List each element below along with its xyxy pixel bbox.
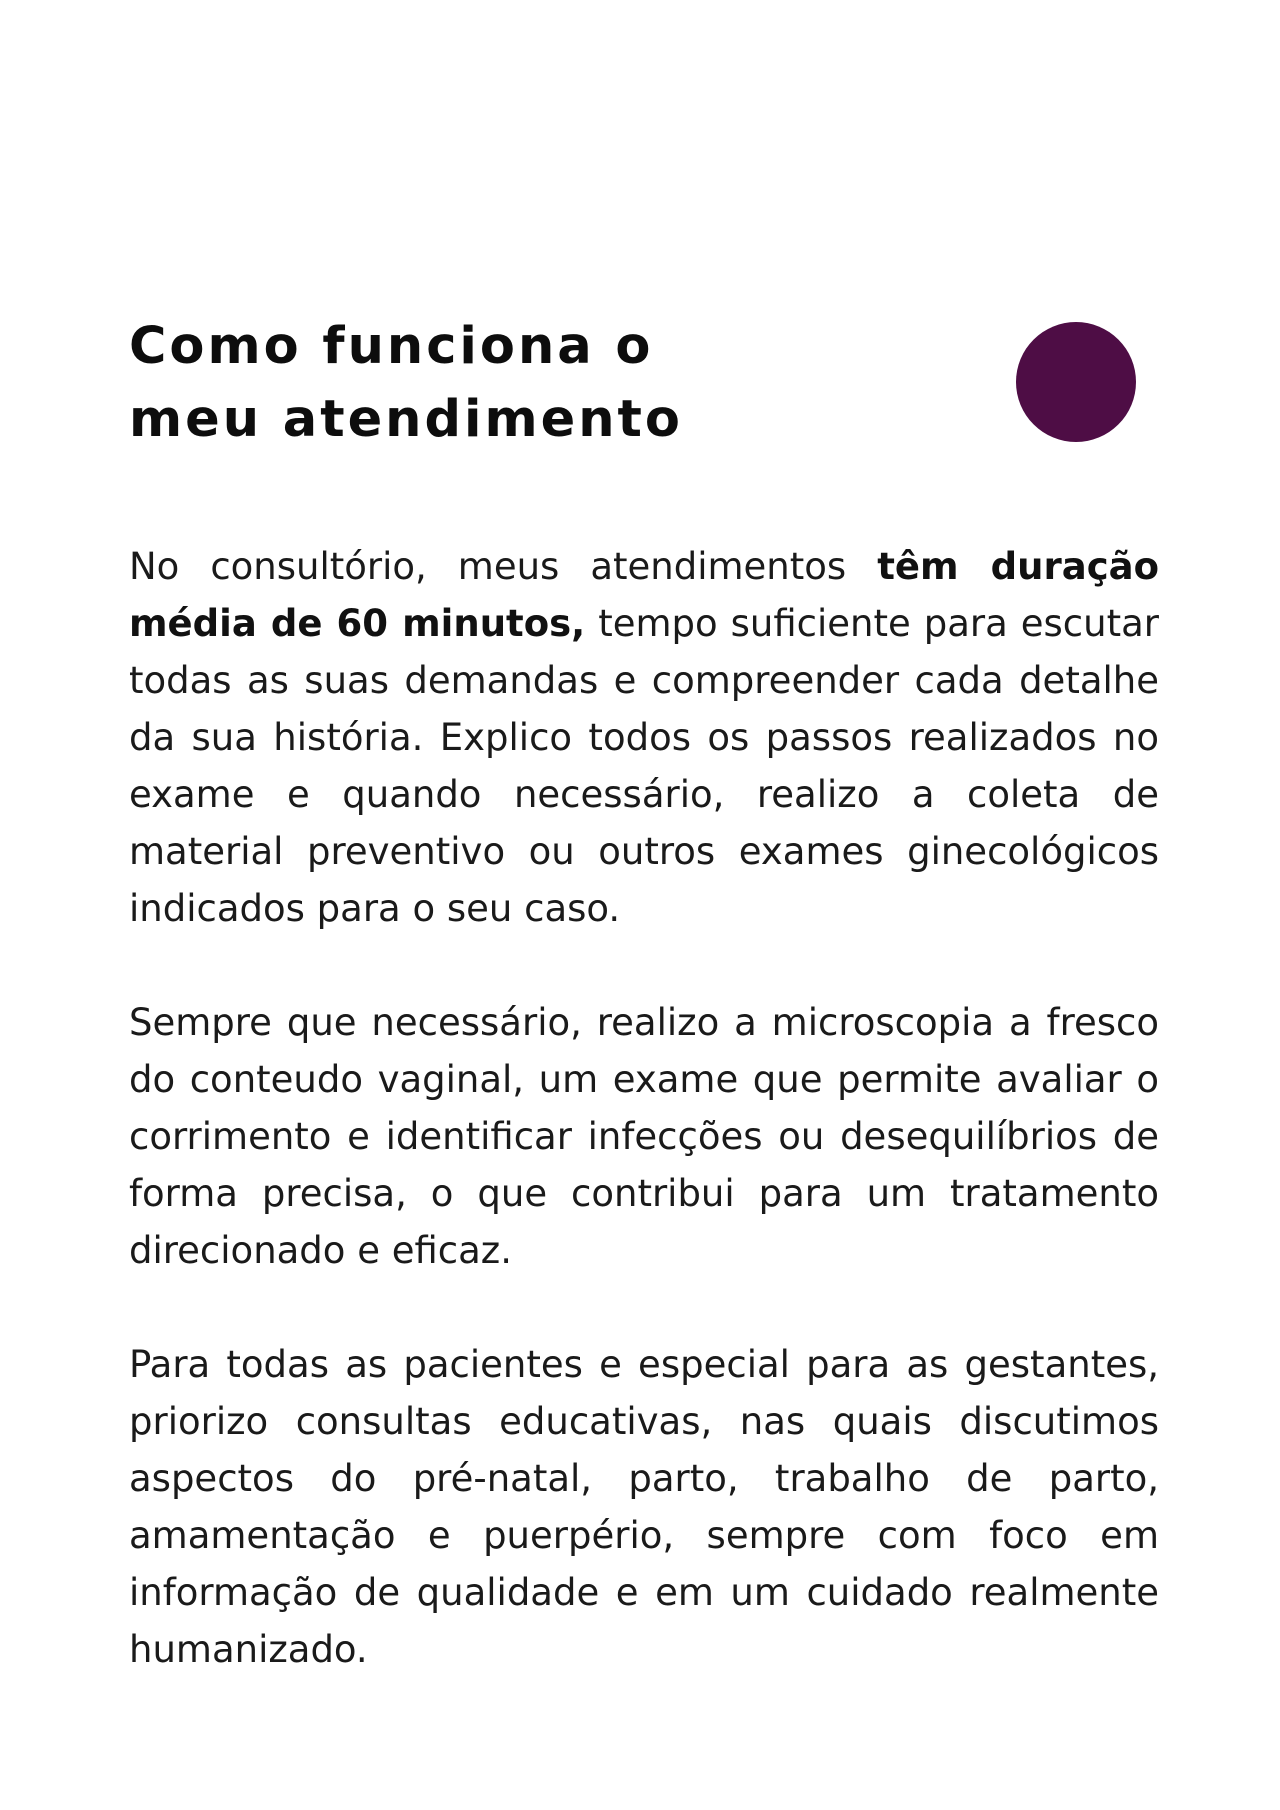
paragraph-1-rest: tempo suficiente para escutar todas as suas demandas e compreender cada detalhe da sua história. Explico todos os passos realizados no exame e quando necessário, realizo a coleta de material preventivo ou outros exames ginecológicos indicados para o seu caso. bbox=[129, 602, 1159, 930]
page-title bbox=[129, 310, 683, 456]
title-line-2: meu atendimento bbox=[129, 390, 683, 449]
paragraph-consultation-duration bbox=[129, 538, 1159, 937]
body-text bbox=[129, 538, 1159, 1735]
paragraph-1-highlight: têm duração média de 60 minutos, bbox=[129, 545, 1160, 645]
decorative-circle-icon bbox=[1016, 322, 1136, 442]
paragraph-1-intro: No consultório, meus atendimentos bbox=[129, 545, 878, 588]
paragraph-educational-consults: Para todas as pacientes e especial para as gestantes, priorizo consultas educativas, nas quais discutimos aspectos do pré-natal, parto, trabalho de parto, amamentação e puerpério, sempre com foco em informação de qualidade e em um cuidado realmente humanizado. bbox=[129, 1343, 1159, 1671]
paragraph-microscopy: Sempre que necessário, realizo a microscopia a fresco do conteudo vaginal, um exame que permite avaliar o corrimento e identificar infecções ou desequilíbrios de forma precisa, o que contribui para um tratamento direcionado e eficaz. bbox=[129, 1001, 1159, 1272]
title-line-1: Como funciona o bbox=[129, 317, 654, 376]
